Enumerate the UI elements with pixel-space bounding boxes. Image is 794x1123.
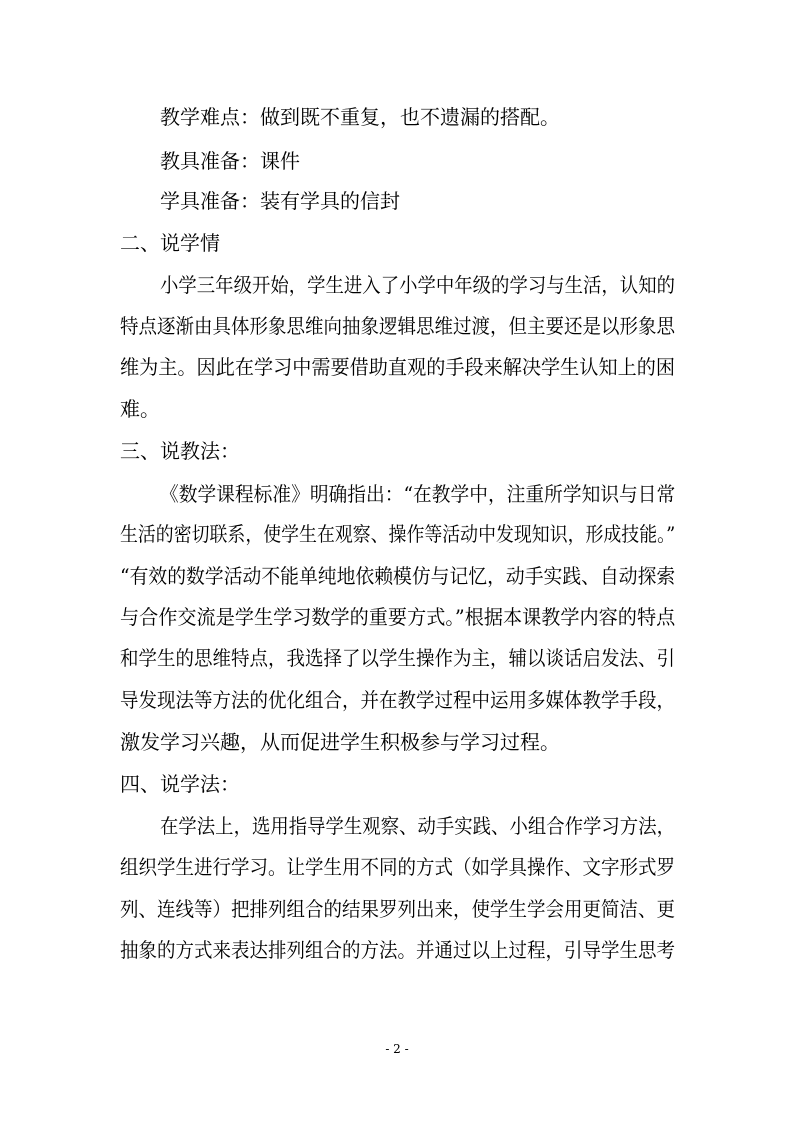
text-line: 教学难点：做到既不重复，也不遗漏的搭配。 <box>160 105 560 129</box>
text-line: 导发现法等方法的优化组合，并在教学过程中运用多媒体教学手段， <box>120 688 675 712</box>
text-line: 学具准备：装有学具的信封 <box>160 189 400 213</box>
section-heading: 三、说教法： <box>120 439 240 463</box>
text-line: 激发学习兴趣，从而促进学生积极参与学习过程。 <box>120 730 560 754</box>
section-heading: 四、说学法： <box>120 772 240 796</box>
text-line: 《数学课程标准》明确指出：“在教学中，注重所学知识与日常 <box>160 482 676 506</box>
text-line: “有效的数学活动不能单纯地依赖模仿与记忆，动手实践、自动探索 <box>120 564 676 588</box>
text-line: 抽象的方式来表达排列组合的方法。并通过以上过程，引导学生思考 <box>120 938 675 962</box>
text-line: 组织学生进行学习。让学生用不同的方式（如学具操作、文字形式罗 <box>120 855 675 879</box>
text-line: 难。 <box>120 397 160 421</box>
text-line: 生活的密切联系，使学生在观察、操作等活动中发现知识，形成技能。” <box>120 522 676 546</box>
section-heading: 二、说学情 <box>120 231 220 255</box>
text-line: 与合作交流是学生学习数学的重要方式。”根据本课教学内容的特点 <box>120 605 676 629</box>
text-line: 维为主。因此在学习中需要借助直观的手段来解决学生认知上的困 <box>120 355 676 379</box>
text-line: 小学三年级开始，学生进入了小学中年级的学习与生活，认知的 <box>160 273 675 297</box>
page-number: - 2 - <box>385 1042 409 1056</box>
text-line: 特点逐渐由具体形象思维向抽象逻辑思维过渡，但主要还是以形象思 <box>120 314 675 338</box>
text-line: 和学生的思维特点，我选择了以学生操作为主，辅以谈话启发法、引 <box>120 646 675 670</box>
text-line: 列、连线等）把排列组合的结果罗列出来，使学生学会用更简洁、更 <box>120 897 675 921</box>
text-line: 在学法上，选用指导学生观察、动手实践、小组合作学习方法， <box>160 814 675 838</box>
text-line: 教具准备：课件 <box>160 149 300 173</box>
